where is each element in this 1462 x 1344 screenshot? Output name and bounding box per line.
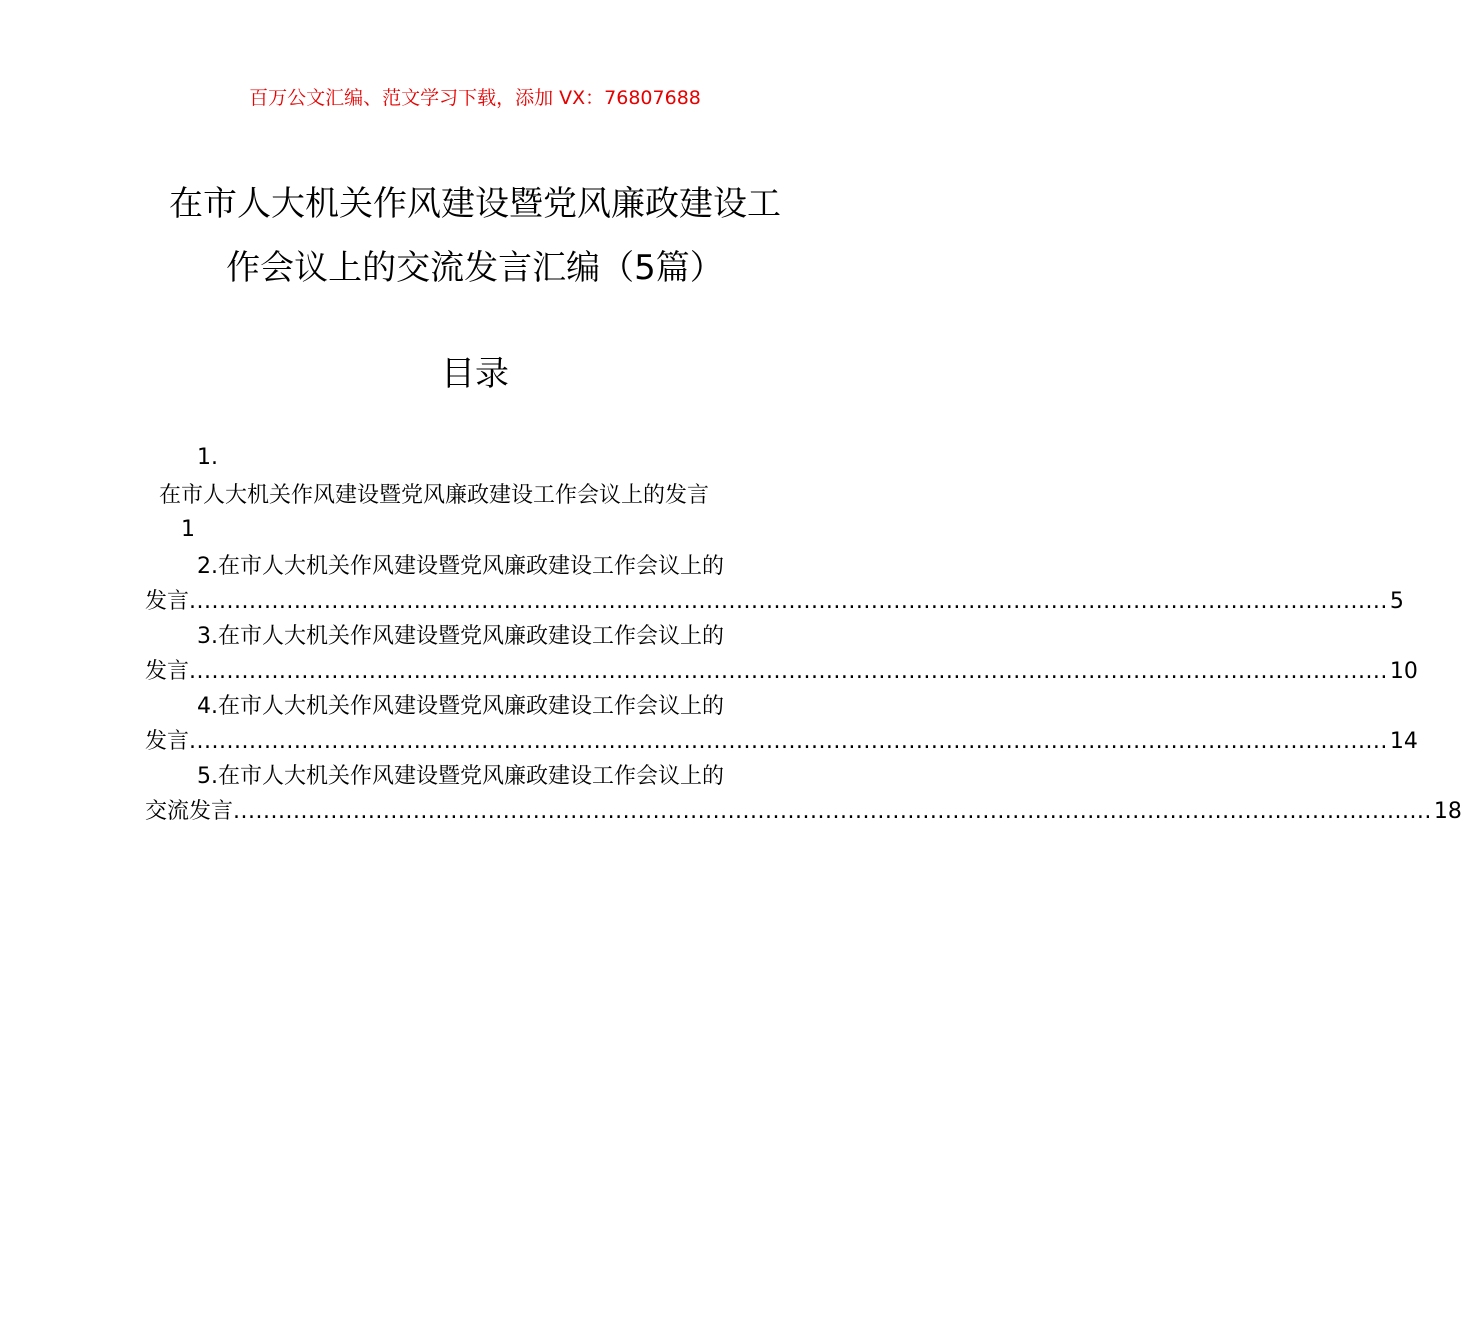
toc-entry-5[interactable] <box>145 759 1462 829</box>
toc-entry-continuation: 发言 <box>145 659 190 684</box>
toc-entry-title: 4.在市人大机关作风建设暨党风廉政建设工作会议上的 <box>197 694 724 719</box>
toc-entry-page: 14 <box>1389 729 1418 754</box>
toc-entry-title: 5.在市人大机关作风建设暨党风廉政建设工作会议上的 <box>197 764 724 789</box>
dot-leader: ................................................................................................................................................................ <box>189 729 1388 754</box>
toc-entry-1-title[interactable]: 在市人大机关作风建设暨党风廉政建设工作会议上的发言 <box>159 483 710 508</box>
toc-entry-continuation-row <box>145 654 1418 689</box>
toc-entry-2[interactable] <box>145 549 1404 619</box>
header-promo-note: 百万公文汇编、范文学习下载，添加 VX：76807688 <box>249 87 701 109</box>
dot-leader: ................................................................................................................................................................ <box>233 799 1432 824</box>
toc-entry-page: 5 <box>1389 589 1404 614</box>
toc-entry-continuation: 发言 <box>145 589 190 614</box>
toc-entry-continuation-row <box>145 584 1404 619</box>
toc-entry-continuation: 发言 <box>145 729 190 754</box>
toc-entry-1-page[interactable]: 1 <box>181 517 195 542</box>
toc-entry-continuation: 交流发言 <box>145 799 234 824</box>
toc-entry-4[interactable] <box>145 689 1418 759</box>
toc-entry-title: 2.在市人大机关作风建设暨党风廉政建设工作会议上的 <box>197 554 724 579</box>
dot-leader: ................................................................................................................................................................ <box>189 589 1388 614</box>
document-title-line-2: 作会议上的交流发言汇编（5篇） <box>226 248 724 288</box>
toc-entry-3[interactable] <box>145 619 1418 689</box>
toc-entry-continuation-row <box>145 794 1462 829</box>
dot-leader: ................................................................................................................................................................ <box>189 659 1388 684</box>
toc-heading: 目录 <box>441 354 509 394</box>
toc-entry-page: 10 <box>1389 659 1418 684</box>
document-title-line-1: 在市人大机关作风建设暨党风廉政建设工 <box>169 184 781 224</box>
toc-entry-page: 18 <box>1433 799 1462 824</box>
toc-entry-continuation-row <box>145 724 1418 759</box>
toc-entry-title: 3.在市人大机关作风建设暨党风廉政建设工作会议上的 <box>197 624 724 649</box>
document-title <box>0 172 950 300</box>
toc-entry-1-number[interactable]: 1. <box>197 445 218 470</box>
